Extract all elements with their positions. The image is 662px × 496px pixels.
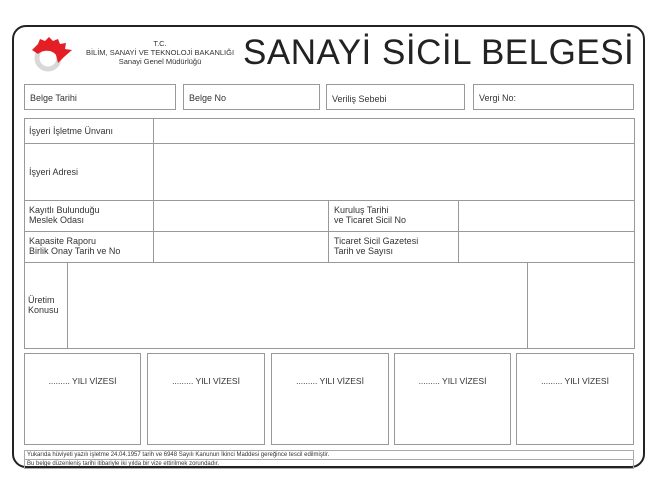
gazete-field[interactable]	[459, 232, 634, 262]
footer-visa-note: Bu belge düzenleniş tarihi itibariyle iki yılda bir vize ettirilmek zorundadır.	[24, 459, 634, 469]
meslek-odasi-line1: Kayıtlı Bulunduğu	[29, 205, 100, 215]
meslek-odasi-field[interactable]	[154, 201, 328, 231]
visa-box-1[interactable]	[24, 353, 141, 445]
visa-box-4[interactable]	[394, 353, 511, 445]
visa-label: ......... YILI VİZESİ	[296, 376, 364, 386]
gazete-line1: Ticaret Sicil Gazetesi	[334, 236, 419, 246]
isyeri-unvani-label: İşyeri İşletme Ünvanı	[29, 126, 114, 136]
ministry-name: BİLİM, SANAYİ VE TEKNOLOJİ BAKANLIĞI	[85, 48, 235, 57]
meslek-odasi-line2: Meslek Odası	[29, 215, 85, 225]
visa-label: ......... YILI VİZESİ	[172, 376, 240, 386]
uretim-konusu-field[interactable]	[68, 263, 527, 348]
kurulus-label	[334, 205, 406, 225]
vergi-no-field[interactable]	[473, 84, 634, 110]
kurulus-line2: ve Ticaret Sicil No	[334, 215, 407, 225]
kapasite-line2: Birlik Onay Tarih ve No	[29, 246, 121, 256]
isyeri-adresi-label: İşyeri Adresi	[29, 167, 79, 177]
gear-logo-icon	[28, 36, 76, 72]
kurulus-field[interactable]	[459, 201, 634, 231]
isyeri-unvani-field[interactable]	[154, 119, 634, 143]
visa-box-5[interactable]	[516, 353, 634, 445]
belge-no-field[interactable]	[183, 84, 320, 110]
isyeri-adresi-field[interactable]	[154, 144, 634, 200]
kapasite-line1: Kapasite Raporu	[29, 236, 97, 246]
gazete-label	[334, 236, 418, 256]
belge-tarihi-label: Belge Tarihi	[30, 93, 77, 103]
visa-label: ......... YILI VİZESİ	[541, 376, 609, 386]
meslek-odasi-label	[29, 205, 100, 225]
uretim-line2: Konusu	[28, 305, 59, 315]
visa-box-3[interactable]	[271, 353, 389, 445]
footer-legal-line: Yukarıda hüviyeti yazılı işletme 24.04.1957 tarih ve 6948 Sayılı Kanunun İkinci Maddesi gereğince tescil edilmiştir.	[24, 450, 634, 460]
vergi-no-label: Vergi No:	[479, 93, 517, 103]
visa-label: ......... YILI VİZESİ	[418, 376, 487, 386]
uretim-line1: Üretim	[28, 295, 55, 305]
belge-tarihi-field[interactable]	[24, 84, 176, 110]
kurulus-line1: Kuruluş Tarihi	[334, 205, 389, 215]
verilis-sebebi-field[interactable]	[326, 84, 465, 110]
ministry-directorate: Sanayi Genel Müdürlüğü	[118, 57, 202, 66]
gazete-line2: Tarih ve Sayısı	[334, 246, 394, 256]
visa-box-2[interactable]	[147, 353, 265, 445]
ministry-tc: T.C.	[153, 39, 167, 48]
belge-no-label: Belge No	[189, 93, 227, 103]
visa-label: ......... YILI VİZESİ	[48, 376, 117, 386]
uretim-konusu-label	[28, 295, 59, 315]
photo-stamp-area[interactable]	[528, 263, 634, 348]
col-divider	[328, 200, 329, 262]
verilis-sebebi-label: Veriliş Sebebi	[332, 94, 387, 104]
kapasite-label	[29, 236, 120, 256]
ministry-block	[75, 39, 245, 66]
kapasite-field[interactable]	[154, 232, 328, 262]
page-title: SANAYİ SİCİL BELGESİ	[243, 33, 635, 72]
